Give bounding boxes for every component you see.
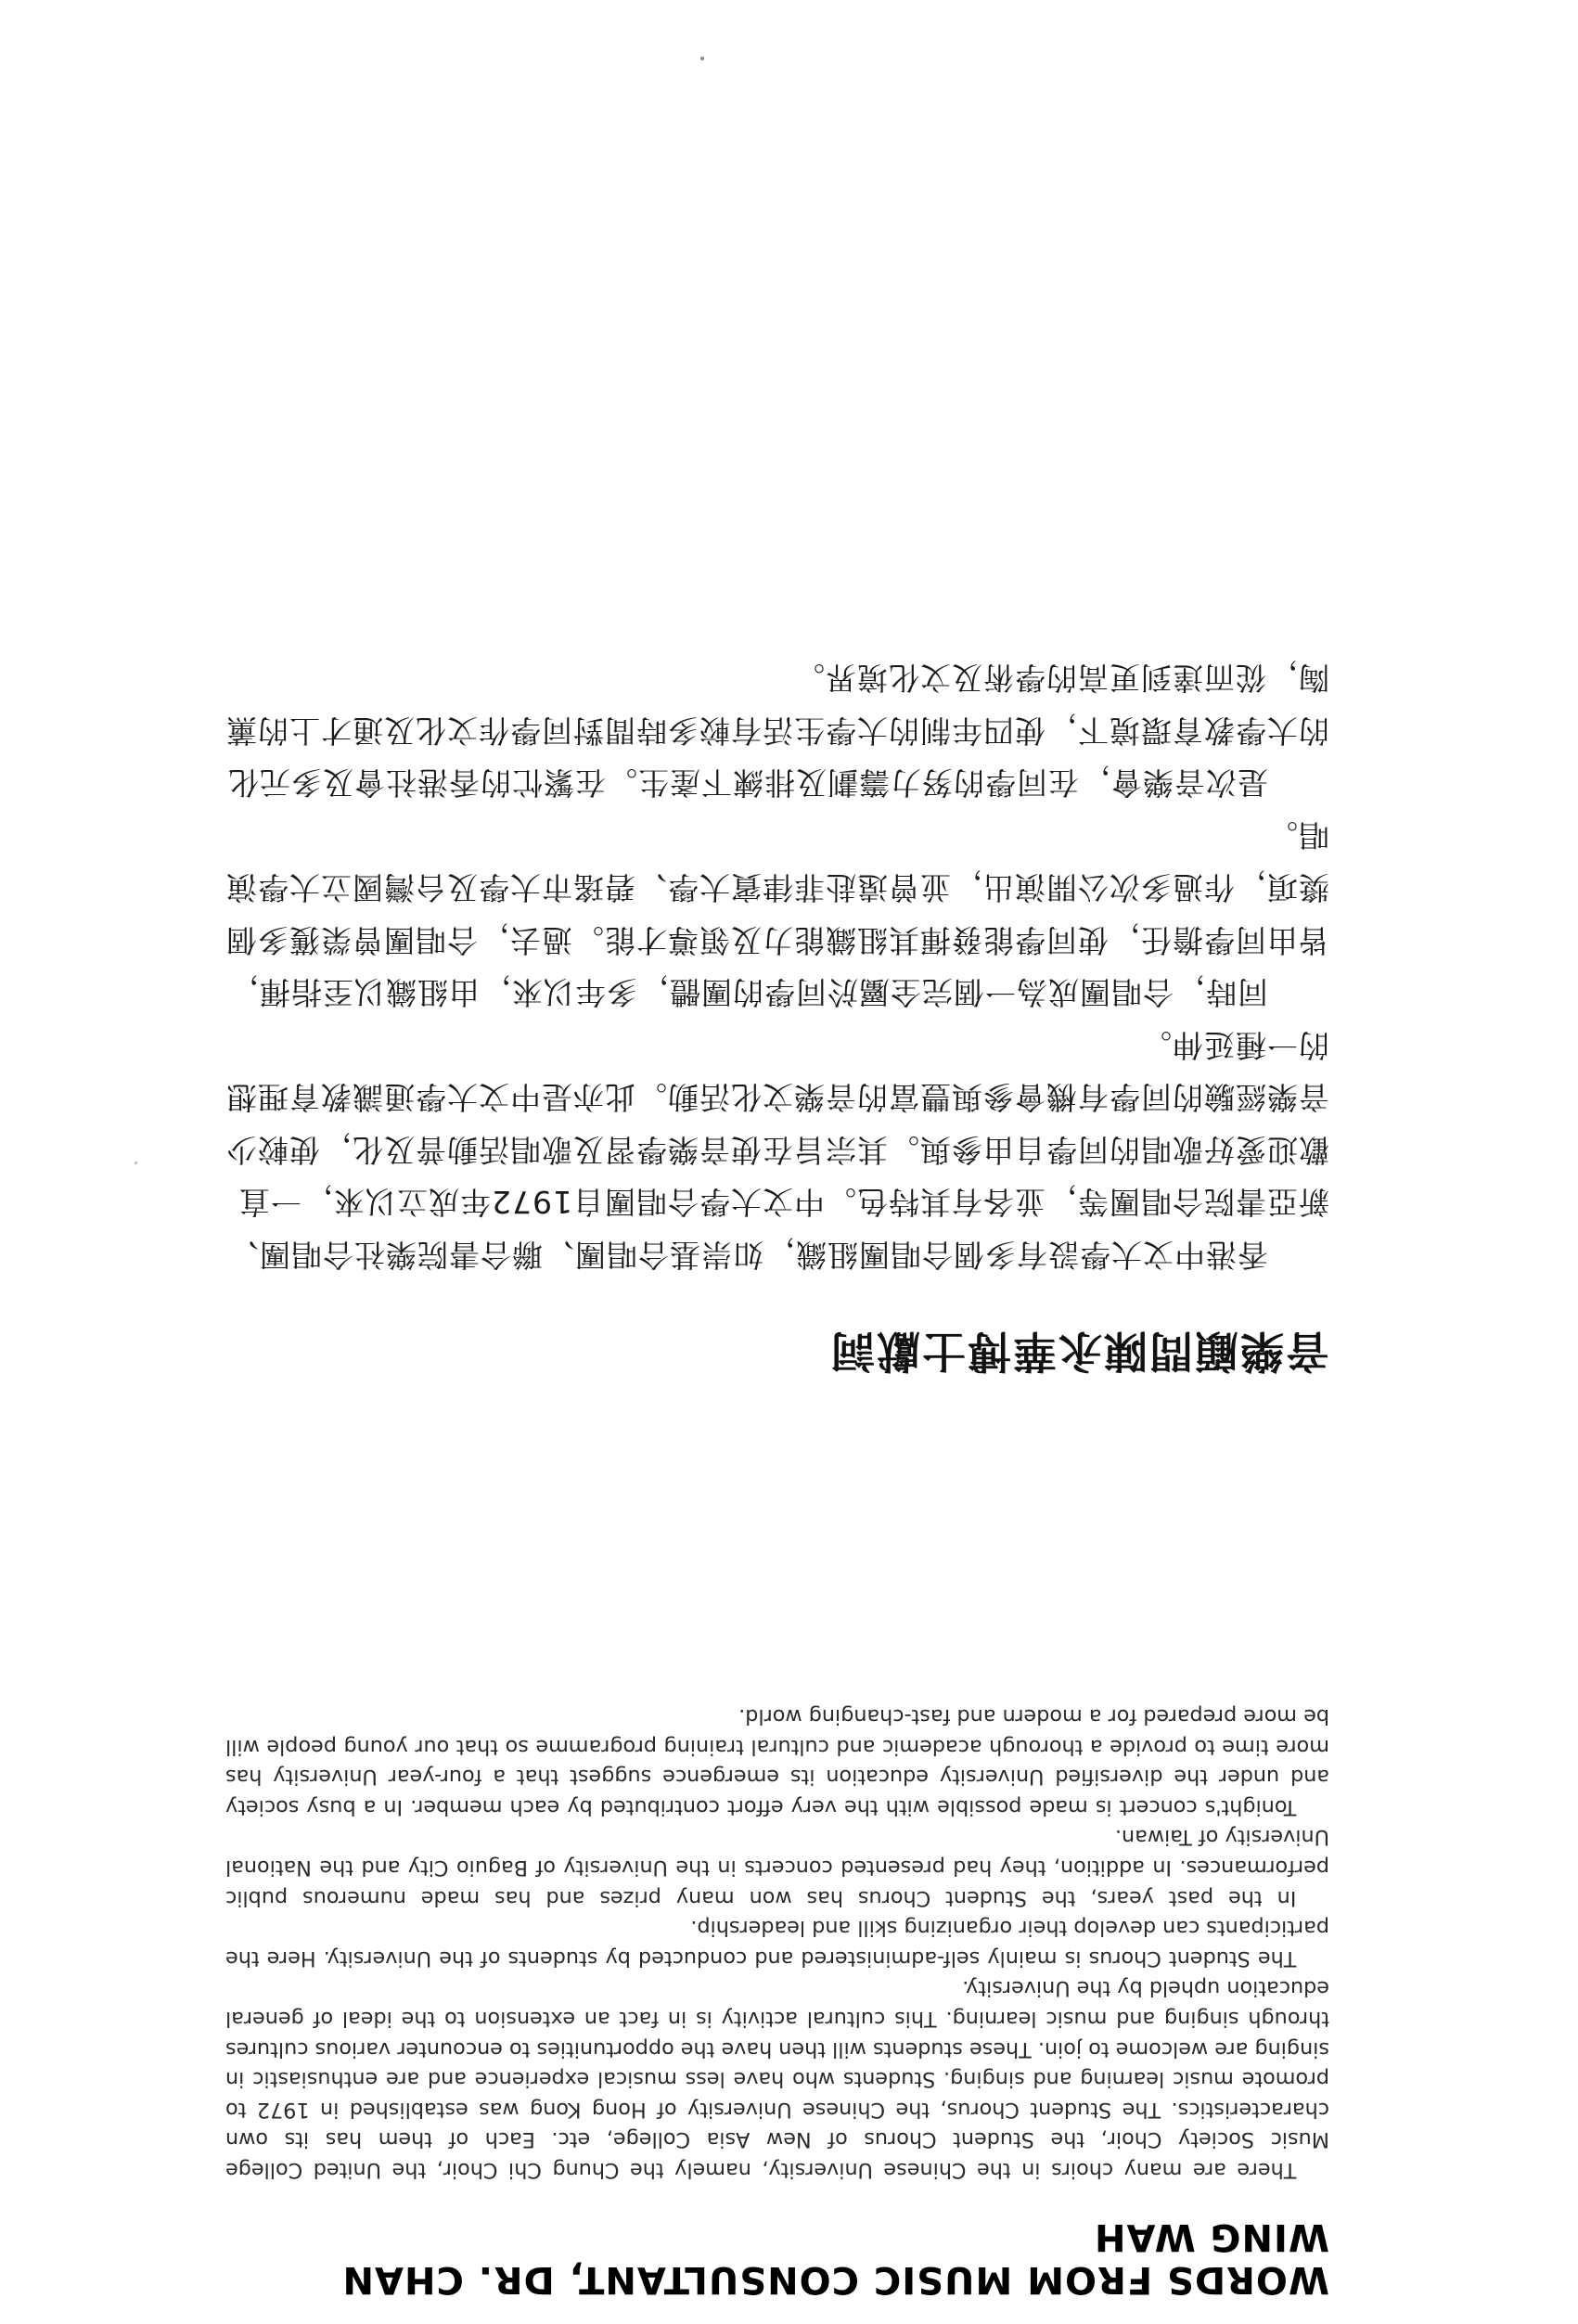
english-paragraph: The Student Chorus is mainly self-administered and conducted by students of the University. Here the participants can develop their organizing skill and leadership. (225, 1916, 1329, 1971)
english-body (225, 1701, 1329, 2186)
chinese-title: 音樂顧問陳永華博士獻詞 (829, 1325, 1329, 1376)
chinese-paragraph: 是次音樂會，在同學的努力籌劃及排練下產生。在繁忙的香港社會及多元化的大學教育環境下，使四年制的大學生活有較多時間對同學作文化及通才上的薰陶，從而達到更高的學術及文化境界。 (225, 660, 1329, 802)
english-paragraph: There are many choirs in the Chinese University, namely the Chung Chi Choir, the United College Music Society Choir, the Student Chorus of New Asia College, etc. Each of them has its own characteristics. The Student Chorus, the Chinese University of Hong Kong was established in 1972 to promote music learning and singing. Students who have less musical experience and are enthusiastic in singing are welcome to join. These students will then have the opportunities to encounter various cultures through singing and music learning. This cultural activity is in fact an extension to the ideal of general education upheld by the University. (225, 1976, 1329, 2182)
scan-speck (700, 57, 704, 60)
english-paragraph: In the past years, the Student Chorus has won many prizes and has made numerous public performances. In addition, they had presented concerts in the University of Baguio City and the National University of Taiwan. (225, 1825, 1329, 1910)
chinese-body (225, 651, 1329, 1280)
scan-speck (135, 1162, 137, 1164)
english-title: WORDS FROM MUSIC CONSULTANT, DR. CHAN WING WAH (341, 2215, 1329, 2301)
chinese-paragraph: 香港中文大學設有多個合唱團組織，如崇基合唱團、聯合書院樂社合唱團、新亞書院合唱團等，並各有其特色。中文大學合唱團自1972年成立以來，一直歡迎愛好歌唱的同學自由參與。其宗旨在使音樂學習及歌唱活動普及化，使較少音樂經驗的同學有機會參與豐富的音樂文化活動。此亦是中文大學通識教育理想的一種延伸。 (225, 1027, 1329, 1273)
english-paragraph: Tonight's concert is made possible with the very effort contributed by each member. In a busy society and under the diversified University education its emergence suggest that a four-year University has more time to provide a thorough academic and cultural training programme so that our young people will be more prepared for a modern and fast-changing world. (225, 1704, 1329, 1819)
chinese-paragraph: 同時，合唱團成為一個完全屬於同學的團體，多年以來，由組織以至指揮，皆由同學擔任，使同學能發揮其組織能力及領導才能。過去，合唱團曾榮獲多個獎項，作過多次公開演出，並曾遠赴菲律賓大學、碧瑤市大學及台灣國立大學演唱。 (225, 817, 1329, 1011)
